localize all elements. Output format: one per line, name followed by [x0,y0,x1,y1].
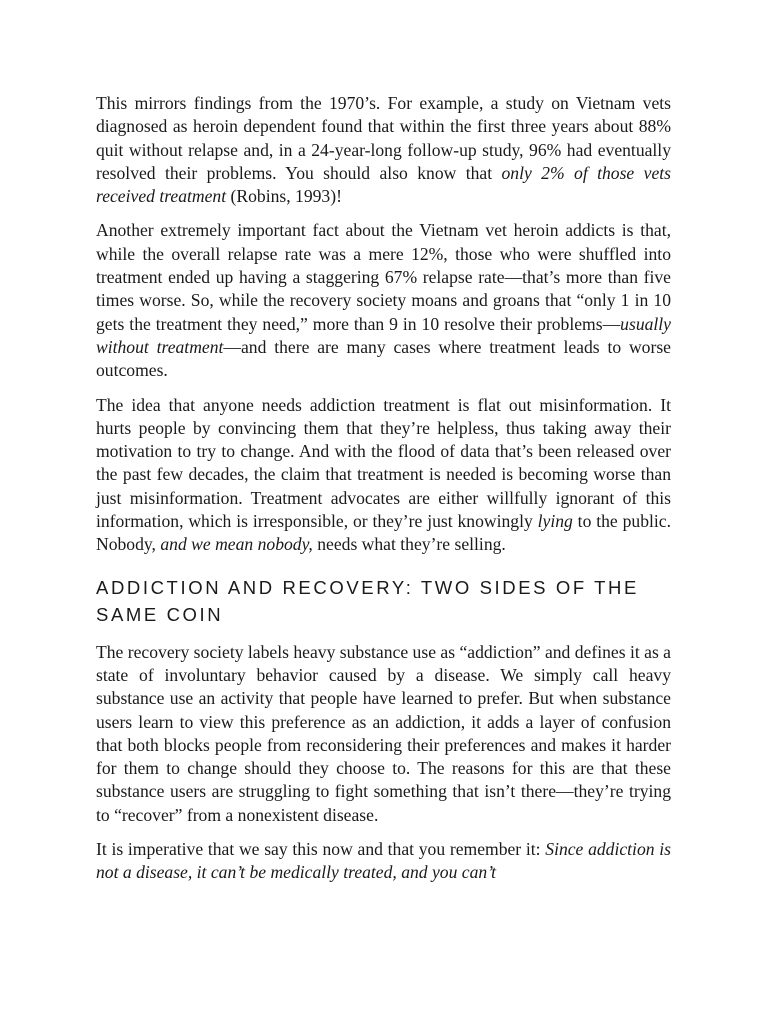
paragraph-misinformation [96,394,671,557]
emphasis-text: Since addiction is not a disease, it can’t be medically treated, and you can’t [96,839,671,883]
paragraph-relapse-rate [96,219,671,382]
document-page [96,92,671,896]
paragraph-text: This mirrors findings from the 1970’s. For example, a study on Vietnam vets diagnosed as heroin dependent found that within the first three years about 88% quit without relapse and, in a 24-year-long follow-up study, 96% had eventually resolved their problems. You should also know that [96,93,671,183]
paragraph-imperative [96,838,671,885]
paragraph-text: needs what they’re selling. [312,534,506,555]
paragraph-text: It is imperative that we say this now and that you remember it: [96,839,546,860]
paragraph-text: to the public. Nobody, [96,511,671,555]
paragraph-text: The recovery society labels heavy substance use as “addiction” and defines it as a state of involuntary behavior caused by a disease. We simply call heavy substance use an activity that people have learned to prefer. But when substance users learn to view this preference as an addiction, it adds a layer of confusion that both blocks people from reconsidering their preferences and makes it harder for them to change should they choose to. The reasons for this are that these substance users are struggling to fight something that isn’t there—they’re trying to “recover” from a nonexistent disease. [96,641,671,825]
paragraph-text: Another extremely important fact about the Vietnam vet heroin addicts is that, while the overall relapse rate was a mere 12%, those who were shuffled into treatment ended up having a staggering 67% relapse rate—that’s more than five times worse. So, while the recovery society moans and groans that “only 1 in 10 gets the treatment they need,” more than 9 in 10 resolve their problems— [96,220,671,334]
emphasis-text: only 2% of those vets received treatment [96,162,671,207]
emphasis-text: lying [537,511,573,532]
paragraph-text: (Robins, 1993)! [226,186,342,207]
paragraph-recovery-society [96,641,671,827]
paragraph-text: —and there are many cases where treatment leads to worse outcomes. [96,336,671,381]
paragraph-text: The idea that anyone needs addiction treatment is flat out misinformation. It hurts people by convincing them that they’re helpless, thus taking away their motivation to try to change. And with the flood of data that’s been released over the past few decades, the claim that treatment is needed is becoming worse than just misinformation. Treatment advocates are either willfully ignorant of this information, which is irresponsible, or they’re just knowingly [96,394,671,532]
paragraph-vietnam-findings [96,92,671,208]
section-heading: ADDICTION AND RECOVERY: TWO SIDES OF THE SAME COIN [96,576,639,625]
emphasis-text: usually without treatment [96,313,671,357]
emphasis-text: and we mean nobody, [160,534,313,555]
